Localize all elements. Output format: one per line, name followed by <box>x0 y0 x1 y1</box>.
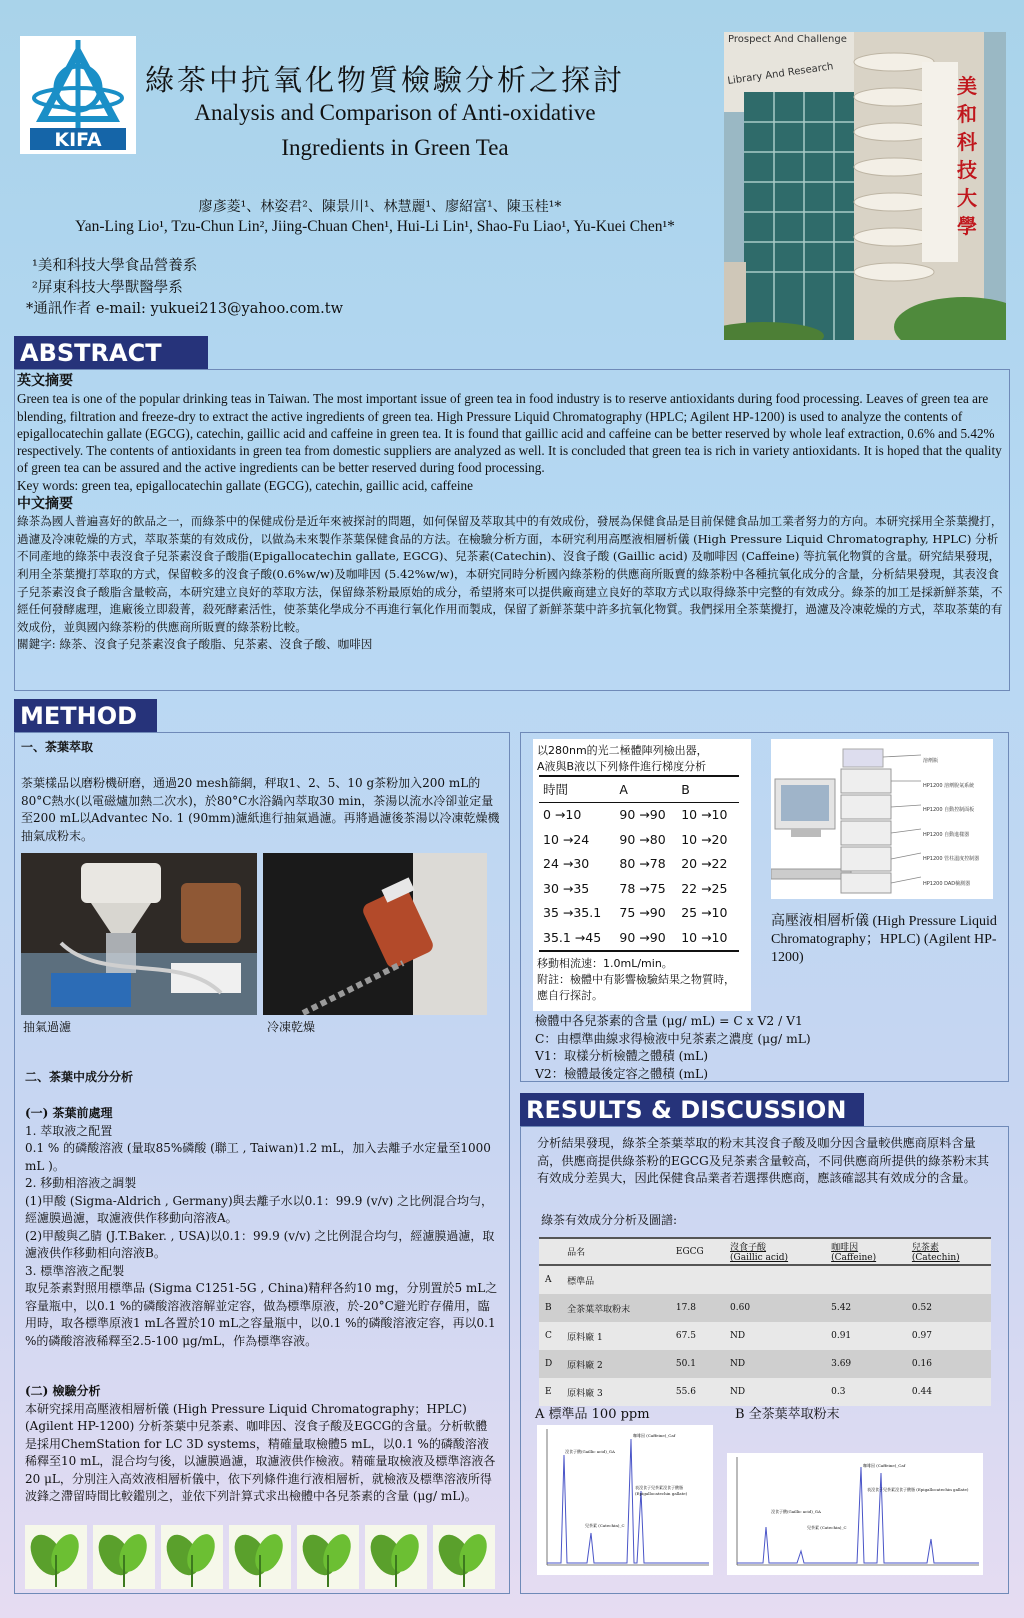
hplc-note-line2: A液與B液以下列條件進行梯度分析 <box>537 760 707 773</box>
results-table-title: 綠茶有效成分分析及圖譜: <box>541 1213 678 1227</box>
results-text: 分析結果發現，綠茶全茶葉萃取的粉末其沒食子酸及咖分因含量較供應商原料含量高，供應商提供綠茶粉的EGCG及兒茶素含量較高，不同供應商所提供的綠茶粉末其有效成分差異大，因此保健食品業者若選擇供應商，應該確認其有效成分的含量。 <box>537 1136 990 1185</box>
freeze-dry-photo <box>263 853 487 1015</box>
results-header: 兒茶素 (Catechin) <box>906 1238 991 1265</box>
results-cell: ND <box>724 1350 825 1378</box>
results-heading: RESULTS & DISCUSSION <box>520 1093 864 1127</box>
method-hplc-box <box>520 732 1009 1082</box>
formula: 檢體中各兒茶素的含量 (μg/ mL) = C x V2 / V1 <box>535 1014 803 1028</box>
chromatogram-b-title: B 全茶葉萃取粉末 <box>735 1407 840 1422</box>
results-cell: D <box>539 1350 561 1378</box>
results-cell: 55.6 <box>670 1378 724 1406</box>
chromatogram-a-title: A 標準品 100 ppm <box>535 1407 650 1422</box>
method-heading: METHOD <box>14 699 157 733</box>
results-cell <box>670 1265 724 1294</box>
hplc-cell: 22 →25 <box>681 880 728 896</box>
chrom-b-label-caf: 咖啡因 (Caffeine)_Caf <box>863 1463 906 1468</box>
results-cell: E <box>539 1378 561 1406</box>
chrom-a-label-ga: 沒食子酸(Gaillic acid)_GA <box>565 1449 615 1454</box>
chrom-a-label-caf: 咖啡因 (Caffeine)_Caf <box>633 1433 676 1438</box>
chrom-a-label-egcg: 表沒食子兒茶素沒食子酸脂 (Epigallocatechin gallate) <box>635 1485 688 1496</box>
hplc-cell: 35 →35.1 <box>543 905 602 921</box>
results-cell: 3.69 <box>825 1350 906 1378</box>
pretreatment-section <box>25 1105 499 1350</box>
results-cell: 0.91 <box>825 1322 906 1350</box>
abstract-box <box>14 369 1010 691</box>
university-building-photo <box>724 32 1006 340</box>
results-cell: 67.5 <box>670 1322 724 1350</box>
analysis-section <box>25 1383 499 1506</box>
results-cell: 原料廠 1 <box>561 1322 670 1350</box>
hplc-note2-line2: 應自行探討。 <box>537 988 603 1002</box>
results-cell: 標準品 <box>561 1265 670 1294</box>
results-cell: 0.52 <box>906 1294 991 1322</box>
poster-title-en-line2: Ingredients in Green Tea <box>281 135 509 160</box>
pretreatment-line: (2)甲酸與乙腈 (J.T.Baker. , USA)以0.1：99.9 (v/v) 之比例混合均勻，經濾膜過濾，取濾液供作移動相向溶液B。 <box>25 1228 495 1260</box>
hplc-header-a: A <box>619 781 628 797</box>
hplc-gradient-table <box>539 775 739 952</box>
results-cell: 全茶葉萃取粉末 <box>561 1294 670 1322</box>
chrom-a-label-c: 兒茶素 (Catechin)_C <box>585 1523 625 1528</box>
chrom-b-label-ga: 沒食子酸(Gaillic acid)_GA <box>771 1509 821 1514</box>
results-cell: ND <box>724 1378 825 1406</box>
instrument-label: HP1200 溶劑脫氣系統 <box>923 782 975 789</box>
hplc-cell: 75 →90 <box>619 905 666 921</box>
hplc-cell: 90 →80 <box>619 831 666 847</box>
hplc-header-time: 時間 <box>543 782 569 798</box>
hplc-cell: 20 →22 <box>681 856 728 872</box>
pretreatment-line: 2. 移動相溶液之調製 <box>25 1176 137 1190</box>
hplc-cell: 90 →90 <box>619 929 666 945</box>
results-box <box>520 1126 1009 1594</box>
results-cell: ND <box>724 1322 825 1350</box>
formula-section <box>535 1013 1005 1083</box>
pretreatment-line: (1)甲酸 (Sigma-Aldrich , Germany)與去離子水以0.1：99.9 (v/v) 之比例混合均勻，經濾膜過濾，取濾液供作移動向溶液A。 <box>25 1193 494 1225</box>
kifa-logo <box>20 36 136 154</box>
results-header: 品名 <box>561 1238 670 1265</box>
abstract-en-keywords: Key words: green tea, epigallocatechin gallate (EGCG), catechin, gaillic acid, caffeine <box>17 477 473 493</box>
results-header: EGCG <box>670 1238 724 1265</box>
hplc-cell: 78 →75 <box>619 880 666 896</box>
chromatogram-b <box>727 1453 983 1575</box>
analysis-text: 本研究採用高壓液相層析儀 (High Pressure Liquid Chromatography；HPLC) (Agilent HP-1200) 分析茶葉中兒茶素、咖啡因、沒食子酸及EGCG的含量。分析軟體是採用ChemStation for LC 3D systems，精確量取檢體5 mL，以0.1 %的磷酸溶液稀釋至10 mL，混合均勻後，以濾膜過濾，取濾液供作檢液。精確量取檢液及標準溶液各20 μL，分別注入高效液相層析儀中，依下列條件進行液相層析，就檢液及標準溶液所得波鋒之滯留時間比較鑑別之，並依下列計算式求出檢體中各兒茶素的含量 (μg/ mL)。 <box>25 1401 496 1503</box>
method-s1-text: 茶葉樣品以磨粉機研磨，通過20 mesh篩網，秤取1、2、5、10 g茶粉加入200 mL的80°C熱水(以電磁爐加熱二次水)，於80°C水浴鍋內萃取30 min，茶湯以流水冷卻並定量至200 mL以Advantec No. 1 (90mm)濾紙進行抽氣過濾。再將過濾後茶湯以冷凍乾燥機抽氣成粉末。 <box>21 776 500 843</box>
instrument-label: HP1200 自動進樣器 <box>923 831 970 838</box>
instrument-label: 溶劑瓶 <box>923 758 939 764</box>
results-header: 咖啡因 (Caffeine) <box>825 1238 906 1265</box>
hplc-cell: 10 →10 <box>681 929 728 945</box>
authors-cn: 廖彥菱¹、林姿君²、陳景川¹、林慧麗¹、廖紹富¹、陳玉桂¹* <box>198 199 562 215</box>
results-cell <box>724 1265 825 1294</box>
contact-email: *通訊作者 e-mail: yukuei213@yahoo.com.tw <box>26 301 343 317</box>
affiliation-1: ¹美和科技大學食品營養系 <box>32 258 198 274</box>
abstract-cn-keywords: 關鍵字: 綠茶、沒食子兒茶素沒食子酸脂、兒茶素、沒食子酸、咖啡因 <box>17 637 373 652</box>
results-cell: 原料廠 2 <box>561 1350 670 1378</box>
instrument-label: HP1200 DAD檢測器 <box>923 880 971 887</box>
pretreatment-title: (一) 茶葉前處理 <box>25 1106 113 1120</box>
results-cell: 17.8 <box>670 1294 724 1322</box>
filtration-photo <box>21 853 257 1015</box>
results-cell: 5.42 <box>825 1294 906 1322</box>
results-cell: 0.44 <box>906 1378 991 1406</box>
hplc-cell: 30 →35 <box>543 880 590 896</box>
results-header <box>539 1238 561 1265</box>
method-box <box>14 732 510 1594</box>
hplc-cell: 90 →90 <box>619 807 666 823</box>
instrument-label: HP1200 管柱溫度控制器 <box>923 856 980 862</box>
poster-title-en-line1: Analysis and Comparison of Anti-oxidative <box>194 100 596 125</box>
hplc-cell: 80 →78 <box>619 856 666 872</box>
formula-def: V1：取樣分析檢體之體積 (mL) <box>535 1049 709 1063</box>
method-s2-title: 二、茶葉中成分分析 <box>25 1070 134 1084</box>
hplc-cell: 10 →20 <box>681 831 728 847</box>
poster-title-cn: 綠茶中抗氧化物質檢驗分析之探討 <box>145 63 626 97</box>
building-vertical-sign: 美和科技大學 <box>957 74 977 238</box>
hplc-cell: 10 →10 <box>681 807 728 823</box>
chrom-b-label-c: 兒茶素 (Catechin)_C <box>807 1525 847 1530</box>
results-cell: 50.1 <box>670 1350 724 1378</box>
affiliation-2: ²屏東科技大學獸醫學系 <box>32 280 183 296</box>
results-cell: 原料廠 3 <box>561 1378 670 1406</box>
hplc-flow-rate: 移動相流速：1.0mL/min。 <box>537 956 673 970</box>
hplc-cell: 25 →10 <box>681 905 728 921</box>
authors-en: Yan-Ling Lio¹, Tzu-Chun Lin², Jiing-Chuan Chen¹, Hui-Li Lin¹, Shao-Fu Liao¹, Yu-Kuei Chen¹* <box>75 218 675 235</box>
photo2-caption: 冷凍乾燥 <box>267 1020 316 1034</box>
results-table <box>539 1237 991 1406</box>
hplc-note-line1: 以280nm的光二極體陣列檢出器， <box>537 744 708 757</box>
results-cell: C <box>539 1322 561 1350</box>
results-cell: B <box>539 1294 561 1322</box>
chromatogram-a <box>537 1425 713 1575</box>
abstract-cn-heading: 中文摘要 <box>17 495 73 512</box>
instrument-caption: 高壓液相層析儀 (High Pressure Liquid Chromatography；HPLC) (Agilent HP-1200) <box>771 914 997 965</box>
hplc-note2-line1: 附註：檢體中有影響檢驗結果之物質時， <box>537 972 735 986</box>
results-cell <box>825 1265 906 1294</box>
method-s1-title: 一、茶葉萃取 <box>21 740 94 754</box>
analysis-title: (二) 檢驗分析 <box>25 1384 101 1398</box>
hplc-cell: 35.1 →45 <box>543 929 602 945</box>
pretreatment-line: 1. 萃取液之配置 <box>25 1123 113 1138</box>
hplc-cell: 0 →10 <box>543 807 582 823</box>
hplc-cell: 10 →24 <box>543 831 590 847</box>
results-cell: A <box>539 1265 561 1294</box>
building-sign-1: Prospect And Challenge <box>728 34 847 45</box>
logo-text: KIFA <box>54 129 102 151</box>
pretreatment-line: 取兒茶素對照用標準品 (Sigma C1251-5G , China)精秤各約10 mg，分別置於5 mL之容量瓶中，以0.1 %的磷酸溶液溶解並定容，做為標準原液，於-20°C避光貯存備用，臨用時，取各標準原液1 mL各置於10 mL之容量瓶中，以0.1 %的磷酸溶液定容，再以0.1 %的磷酸溶液稀釋至2.5-100 μg/mL，作為標準容液。 <box>25 1281 498 1348</box>
instrument-labels <box>923 749 979 896</box>
formula-def: V2：檢體最後定容之體積 (mL) <box>535 1066 709 1081</box>
hplc-conditions-panel <box>533 739 751 1011</box>
tea-leaves-decoration <box>25 1525 499 1589</box>
abstract-en-heading: 英文摘要 <box>17 373 73 389</box>
results-table-wrap <box>539 1237 991 1406</box>
pretreatment-line: 3. 標準溶液之配製 <box>25 1263 125 1278</box>
results-cell <box>906 1265 991 1294</box>
building-sign-2: Library And Research <box>726 61 835 87</box>
abstract-heading: ABSTRACT <box>14 336 208 370</box>
hplc-cell: 24 →30 <box>543 856 590 872</box>
abstract-en-text: Green tea is one of the popular drinking teas in Taiwan. The most important issue of green tea in food industry is to reserve antioxidants during food processing. Leaves of green tea are blending, filtration and freeze-dry to extract the active ingredients of green tea. High Pressure Liquid Chromatography (HPLC; Agilent HP-1200) is used to analyze the contents of epigallocatechin gallate (EGCG), catechin, gaillic acid and caffeine in green tea. It is found that gaillic acid and caffeine can be better reserved by whole leaf extraction, 0.6% and 5.42% respectively. The contents of antioxidants in green tea from domestic suppliers are analyzed as well. It is concluded that green tea is rich in variety antioxidants. It is hoped that the quality of green tea can be assured and the active ingredients can be better reserved during food processing. <box>17 391 1002 476</box>
hplc-header-b: B <box>681 781 690 797</box>
chrom-b-label-egcg: 表沒食子兒茶素沒食子酸脂 (Epigallocatechin gallate) <box>867 1487 969 1492</box>
formula-def: C：由標準曲線求得檢液中兒茶素之濃度 (μg/ mL) <box>535 1031 811 1046</box>
results-cell: 0.60 <box>724 1294 825 1322</box>
results-header: 沒食子酸 (Gaillic acid) <box>724 1238 825 1265</box>
results-cell: 0.97 <box>906 1322 991 1350</box>
photo1-caption: 抽氣過濾 <box>23 1020 72 1034</box>
hplc-instrument-photo <box>771 739 993 899</box>
results-cell: 0.3 <box>825 1378 906 1406</box>
instrument-label: HP1200 自動控制面板 <box>923 807 975 813</box>
pretreatment-line: 0.1 % 的磷酸溶液 (量取85%磷酸 (聯工 , Taiwan)1.2 mL，加入去離子水定量至1000 mL )。 <box>25 1141 491 1173</box>
abstract-cn-text: 綠茶為國人普遍喜好的飲品之一，而綠茶中的保健成份是近年來被探討的問題，如何保留及萃取其中的有效成份，發展為保健食品是目前保健食品加工業者努力的方向。本研究採用全茶葉攪打，過濾及冷凍乾燥的方式，萃取茶葉的有效成份，以做為未來製作茶葉保健食品的方法。在檢驗分析方面，本研究利用高壓液相層析儀 (High Pressure Liquid Chromatography, HPLC) 分析不同產地的綠茶中表沒食子兒茶素沒食子酸脂(Epigallocatechin gallate, EGCG)、兒茶素(Catechin)、沒食子酸 (Gaillic acid) 及咖啡因 (Caffeine) 等抗氧化物質的含量。研究結果發現，利用全茶葉攪打萃取的方式，保留較多的沒食子酸(0.6%w/w)及咖啡因 (5.42%w/w)，本研究同時分析國內綠茶粉的供應商所販賣的綠茶粉中各種抗氧化成分的含量，分析結果發現，其表沒食子兒茶素沒食子酸脂含量較高，本研究建立良好的萃取方法，保留綠茶粉最原始的成分，希望將來可以提供廠商建立良好的萃取方式以取得綠茶中完整的有效成分。綠茶的加工是採新鮮茶葉，不經任何發酵處理，進廠後立即殺菁，殺死酵素活性，使茶葉化學成分不再進行氧化作用而製成，保留了新鮮茶葉中許多抗氧化物質。我們採用全茶葉攪打，過濾及冷凍乾燥的方式，萃取茶葉的有效成份，並與國內綠茶粉的供應商所販賣的綠茶粉比較。 <box>17 514 1003 634</box>
results-cell: 0.16 <box>906 1350 991 1378</box>
